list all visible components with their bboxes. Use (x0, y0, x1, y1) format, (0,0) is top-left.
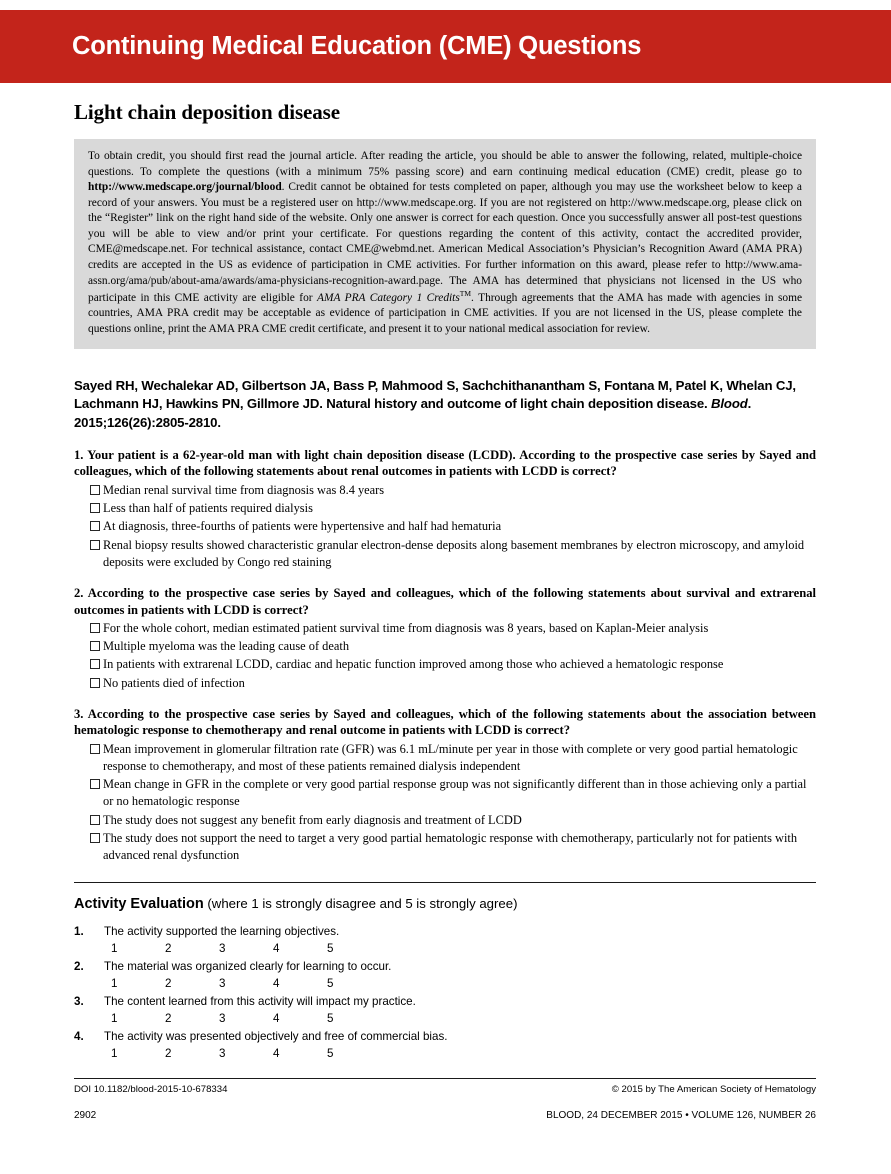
evaluation-item (74, 925, 816, 955)
checkbox-icon[interactable] (90, 503, 100, 513)
rating-option[interactable]: 2 (165, 1046, 172, 1060)
doi-text: DOI 10.1182/blood-2015-10-678334 (74, 1083, 228, 1095)
rating-scale (111, 1012, 816, 1025)
answer-option-label: At diagnosis, three-fourths of patients were hypertensive and half had hematuria (103, 519, 502, 534)
rating-option[interactable]: 5 (327, 1046, 334, 1060)
instructions-segment: http://www.medscape.org/journal/blood (88, 181, 282, 194)
rating-option[interactable]: 5 (327, 1011, 334, 1025)
copyright-text: © 2015 by The American Society of Hematology (611, 1083, 816, 1095)
rating-option[interactable]: 3 (219, 1046, 226, 1060)
instructions-segment: AMA PRA Category 1 Credits (317, 291, 460, 304)
answer-options (74, 482, 816, 571)
evaluation-item (74, 960, 816, 990)
rating-option[interactable]: 3 (219, 941, 226, 955)
checkbox-icon[interactable] (90, 744, 100, 754)
answer-option-label: No patients died of infection (103, 675, 245, 690)
answer-option[interactable] (74, 482, 816, 499)
checkbox-icon[interactable] (90, 833, 100, 843)
footer-divider (74, 1078, 816, 1079)
evaluation-list (74, 925, 816, 1060)
checkbox-icon[interactable] (90, 815, 100, 825)
footer-line (74, 1084, 816, 1095)
answer-option[interactable] (74, 537, 816, 571)
question-stem: 2. According to the prospective case series by Sayed and colleagues, which of the following statements about survival and extrarenal outcomes in patients with LCDD is correct? (74, 585, 816, 617)
evaluation-item-label: The material was organized clearly for learning to occur. (104, 959, 392, 973)
rating-option[interactable]: 4 (273, 1046, 280, 1060)
rating-option[interactable]: 2 (165, 941, 172, 955)
rating-option[interactable]: 1 (111, 941, 118, 955)
citation-locator: . 2015;126(26):2805-2810. (74, 396, 752, 431)
answer-option-label: In patients with extrarenal LCDD, cardiac and hepatic function improved among those who achieved a hematologic response (103, 657, 724, 672)
section-divider (74, 882, 816, 883)
activity-evaluation-subtitle: (where 1 is strongly disagree and 5 is strongly agree) (203, 895, 518, 911)
question-stem: 3. According to the prospective case series by Sayed and colleagues, which of the following statements about the association between hematologic response to chemotherapy and renal outcome in patients with LCDD is correct? (74, 706, 816, 738)
page-title: Continuing Medical Education (CME) Questions (72, 31, 642, 60)
question-block (74, 706, 816, 864)
answer-option[interactable] (74, 675, 816, 692)
answer-option[interactable] (74, 638, 816, 655)
evaluation-item-label: The activity supported the learning objectives. (104, 924, 340, 938)
checkbox-icon[interactable] (90, 623, 100, 633)
evaluation-question-row (74, 925, 816, 938)
answer-option-label: Mean change in GFR in the complete or very good partial response group was not significantly different than in those achieving only a partial or no hematologic response (103, 777, 807, 809)
evaluation-item-number: 4. (74, 1029, 84, 1043)
answer-option-label: For the whole cohort, median estimated patient survival time from diagnosis was 8 years, based on Kaplan-Meier analysis (103, 621, 709, 636)
checkbox-icon[interactable] (90, 485, 100, 495)
answer-option[interactable] (74, 741, 816, 775)
cme-instructions-text (88, 149, 802, 338)
answer-option-label: Median renal survival time from diagnosis was 8.4 years (103, 483, 385, 498)
page-content (74, 100, 816, 1095)
page-footer (74, 1110, 816, 1121)
evaluation-question-row (74, 960, 816, 973)
answer-option[interactable] (74, 812, 816, 829)
evaluation-item (74, 995, 816, 1025)
checkbox-icon[interactable] (90, 540, 100, 550)
answer-option-label: Multiple myeloma was the leading cause of death (103, 639, 350, 654)
question-block (74, 447, 816, 571)
rating-option[interactable]: 2 (165, 1011, 172, 1025)
citation (74, 377, 816, 433)
answer-option[interactable] (74, 830, 816, 864)
page-number: 2902 (74, 1110, 97, 1121)
evaluation-item-number: 1. (74, 924, 84, 938)
cme-instructions-box (74, 139, 816, 349)
answer-option[interactable] (74, 620, 816, 637)
rating-option[interactable]: 3 (219, 1011, 226, 1025)
article-title: Light chain deposition disease (74, 100, 340, 124)
answer-options (74, 741, 816, 864)
rating-option[interactable]: 4 (273, 941, 280, 955)
issue-line: BLOOD, 24 DECEMBER 2015 • VOLUME 126, NUMBER 26 (546, 1110, 816, 1121)
answer-option[interactable] (74, 518, 816, 535)
answer-option-label: The study does not support the need to target a very good partial hematologic response with chemotherapy, particularly not for patients with advanced renal dysfunction (103, 830, 798, 862)
answer-option[interactable] (74, 500, 816, 517)
evaluation-item (74, 1030, 816, 1060)
question-stem: 1. Your patient is a 62-year-old man with light chain deposition disease (LCDD). According to the prospective case series by Sayed and colleagues, which of the following statements about renal outcomes in patients with LCDD is correct? (74, 447, 816, 479)
questions-container (74, 447, 816, 864)
rating-scale (111, 977, 816, 990)
answer-option-label: Less than half of patients required dialysis (103, 501, 313, 516)
checkbox-icon[interactable] (90, 779, 100, 789)
answer-option-label: Mean improvement in glomerular filtration rate (GFR) was 6.1 mL/minute per year in those with complete or very good partial hematologic response to chemotherapy, and most of these patients remained dialysis independent (103, 742, 798, 774)
rating-option[interactable]: 4 (273, 976, 280, 990)
answer-option-label: The study does not suggest any benefit from early diagnosis and treatment of LCDD (103, 812, 522, 827)
checkbox-icon[interactable] (90, 678, 100, 688)
evaluation-question-row (74, 995, 816, 1008)
rating-scale (111, 942, 816, 955)
rating-option[interactable]: 1 (111, 976, 118, 990)
citation-authors-title: Sayed RH, Wechalekar AD, Gilbertson JA, Bass P, Mahmood S, Sachchithanantham S, Fontana M, Patel K, Whelan CJ, Lachmann HJ, Hawkins PN, Gillmore JD. Natural history and outcome of light chain deposition disease. (74, 377, 796, 412)
evaluation-item-label: The content learned from this activity will impact my practice. (104, 994, 416, 1008)
answer-option[interactable] (74, 776, 816, 810)
answer-options (74, 620, 816, 691)
rating-option[interactable]: 5 (327, 941, 334, 955)
instructions-segment: . Through agreements that the AMA has made with agencies in some countries, AMA PRA credit may be acceptable as evidence of participation in CME activities. If you are not licensed in the US, please complete the questions online, print the AMA PRA CME credit certificate, and present it to your national medical association for review. (88, 291, 803, 335)
evaluation-item-number: 2. (74, 959, 84, 973)
evaluation-item-number: 3. (74, 994, 84, 1008)
evaluation-question-row (74, 1030, 816, 1043)
checkbox-icon[interactable] (90, 659, 100, 669)
header-band (0, 10, 891, 83)
checkbox-icon[interactable] (90, 521, 100, 531)
rating-option[interactable]: 1 (111, 1046, 118, 1060)
rating-option[interactable]: 3 (219, 976, 226, 990)
evaluation-item-label: The activity was presented objectively and free of commercial bias. (104, 1029, 448, 1043)
checkbox-icon[interactable] (90, 641, 100, 651)
question-block (74, 585, 816, 692)
activity-evaluation-title: Activity Evaluation (74, 895, 204, 912)
rating-scale (111, 1047, 816, 1060)
activity-evaluation-heading (74, 896, 816, 912)
citation-journal: Blood (711, 396, 748, 412)
instructions-segment: . Credit cannot be obtained for tests completed on paper, although you may use the worksheet below to keep a record of your answers. You must be a registered user on http://www.medscape.org. If you are not registered on http://www.medscape.org, please click on the “Register” link on the right hand side of the website. Only one answer is correct for each question. Once you successfully answer all post-test questions you will be able to view and/or print your certificate. For questions regarding the content of this activity, contact the accredited provider, CME@medscape.net. For technical assistance, contact CME@webmd.net. American Medical Association’s Physician’s Recognition Award (AMA PRA) credits are accepted in the US as evidence of participation in CME activities. For further information on this award, please refer to http://www.ama-assn.org/ama/pub/about-ama/awards/ama-physicians-recognition-award.page. The AMA has determined that physicians not licensed in the US who participate in this CME activity are eligible for (88, 181, 802, 304)
rating-option[interactable]: 4 (273, 1011, 280, 1025)
rating-option[interactable]: 2 (165, 976, 172, 990)
answer-option[interactable] (74, 656, 816, 673)
instructions-segment: To obtain credit, you should first read the journal article. After reading the article, you should be able to answer the following, related, multiple-choice questions. To complete the questions (with a minimum 75% passing score) and earn continuing medical education (CME) credit, please go to (88, 150, 802, 178)
answer-option-label: Renal biopsy results showed characteristic granular electron-dense deposits along basement membranes by electron microscopy, and amyloid deposits were excluded by Congo red staining (103, 537, 805, 569)
instructions-segment: TM (459, 289, 472, 299)
rating-option[interactable]: 1 (111, 1011, 118, 1025)
rating-option[interactable]: 5 (327, 976, 334, 990)
